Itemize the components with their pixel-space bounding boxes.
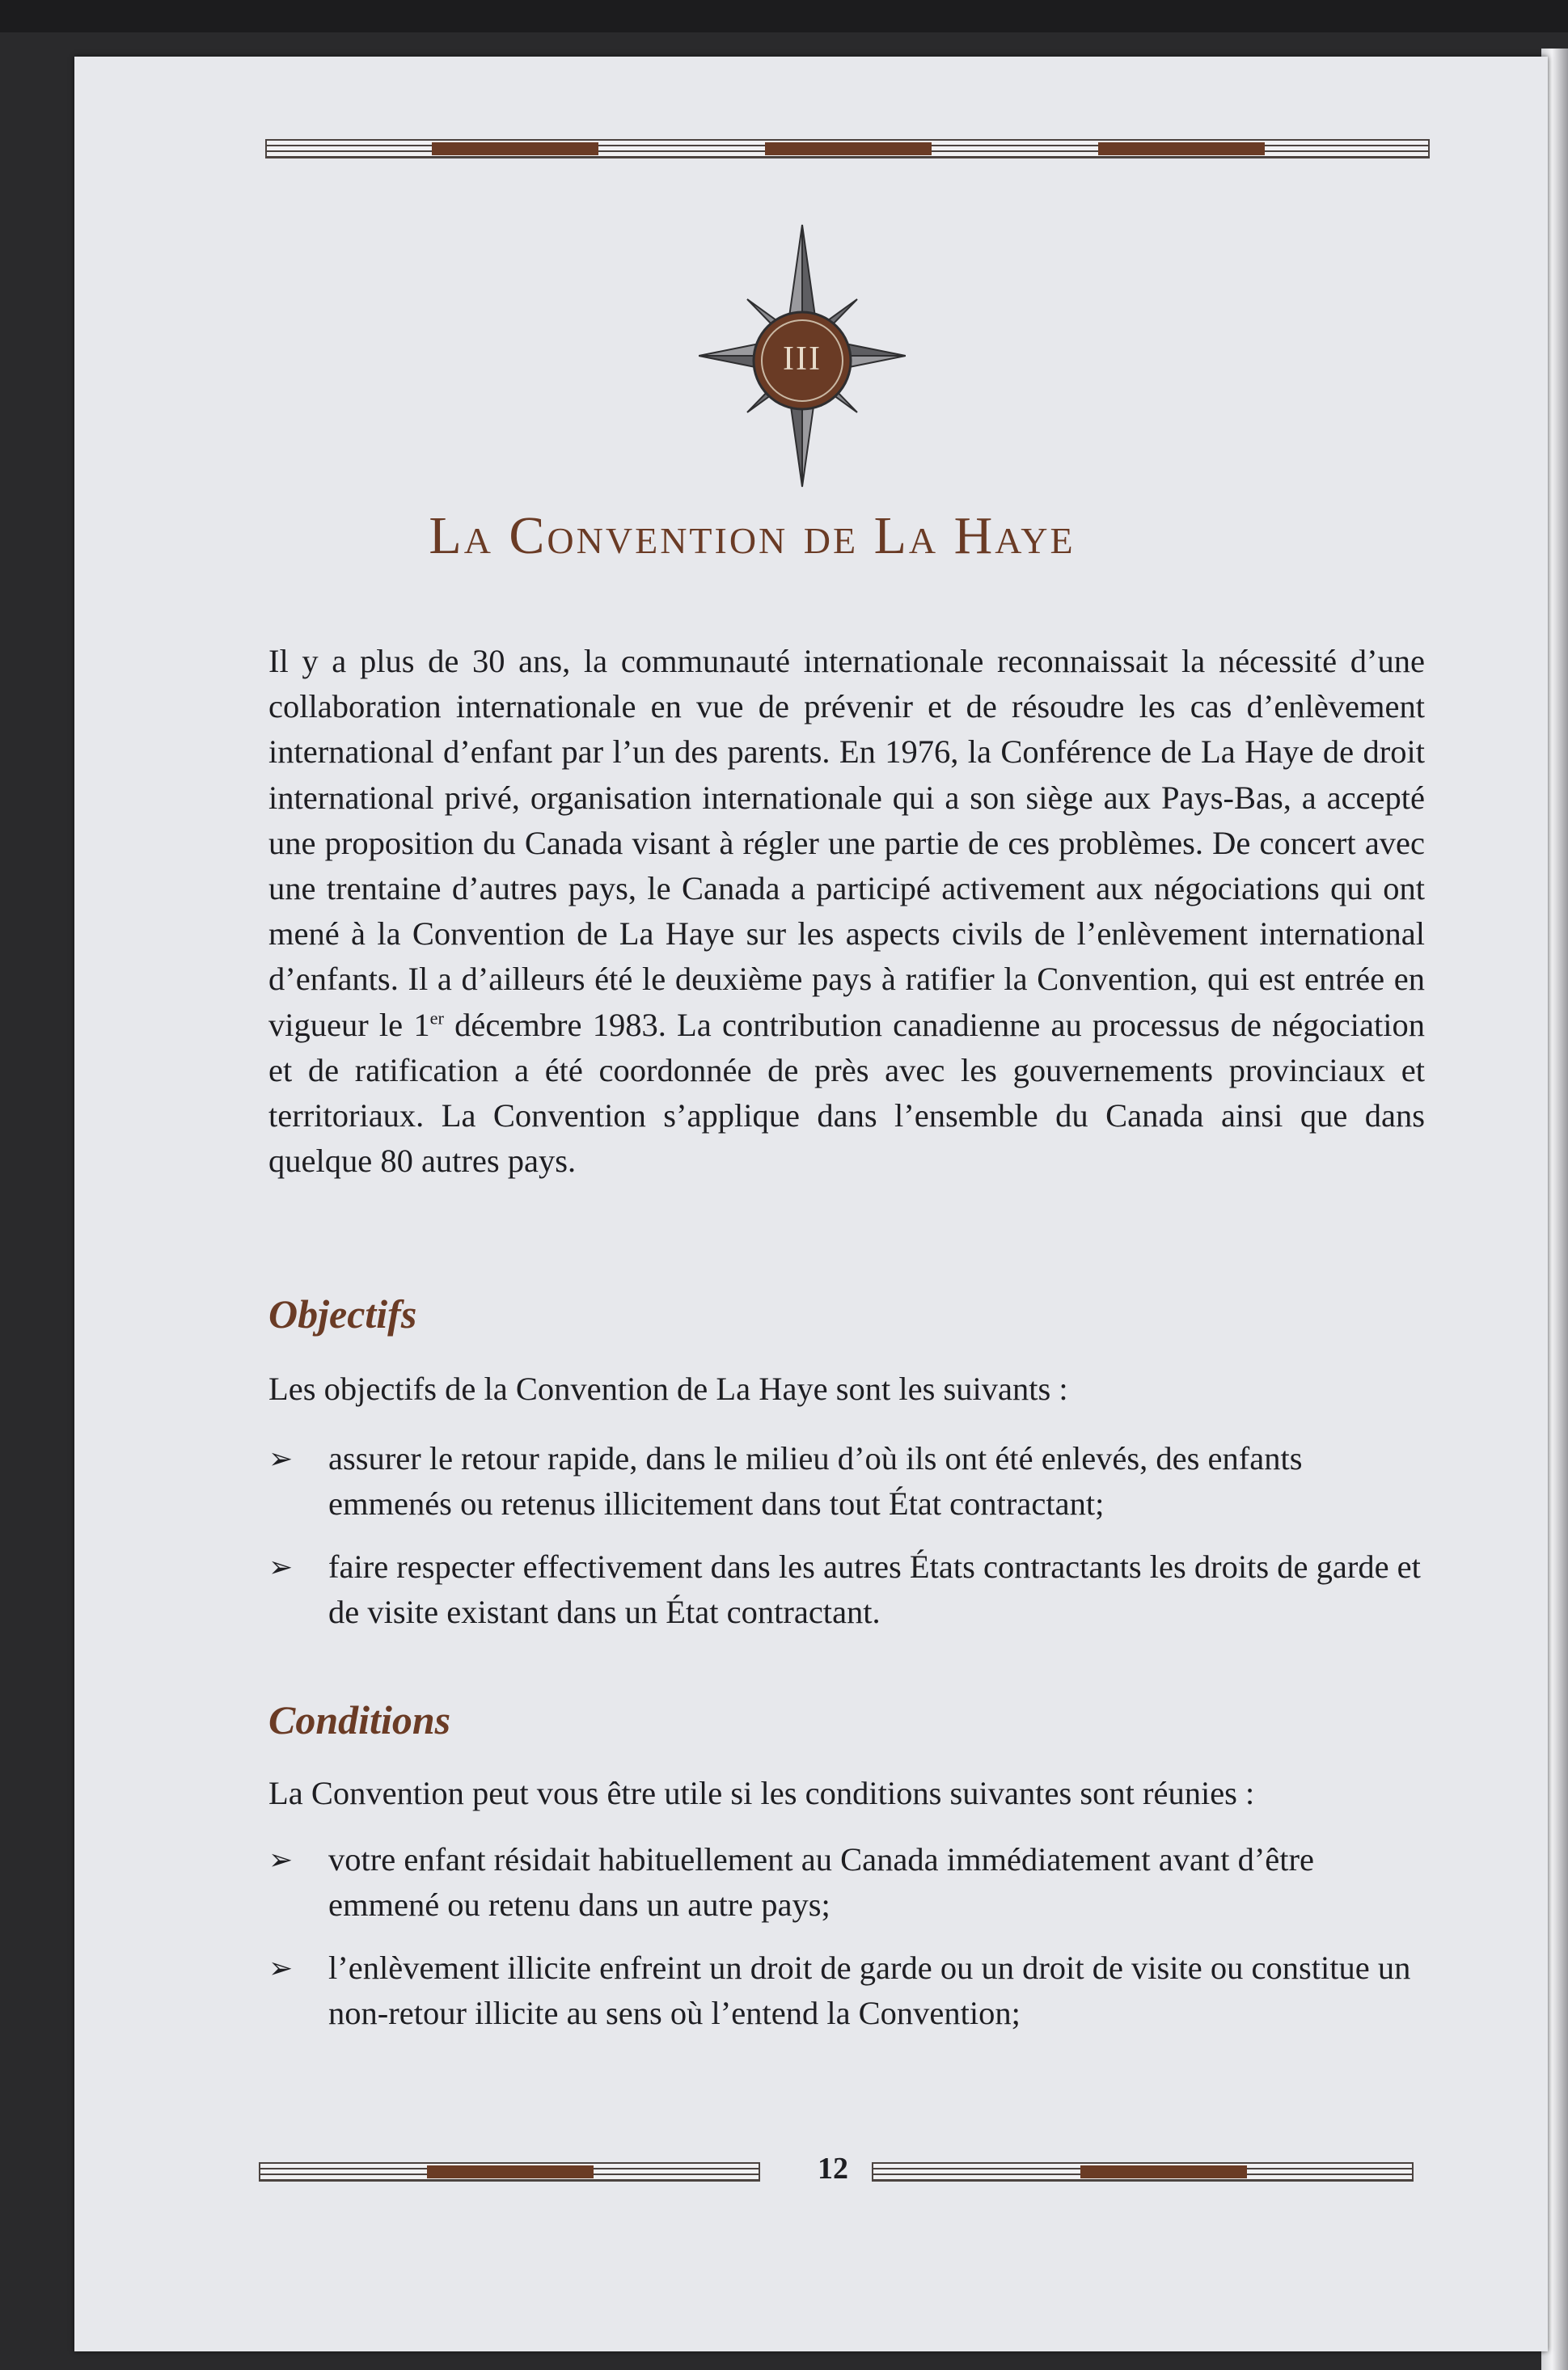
arrow-bullet-icon: ➢ bbox=[268, 1551, 294, 1583]
objectives-heading: Objectifs bbox=[268, 1291, 417, 1337]
chapter-number: III bbox=[783, 340, 822, 378]
list-item-text: assurer le retour rapide, dans le milieu d’où ils ont été enlevés, des enfants emmenés ou retenus illicitement dans tout État contractant; bbox=[328, 1440, 1303, 1523]
compass-rose-icon bbox=[699, 218, 906, 493]
conditions-heading: Conditions bbox=[268, 1697, 451, 1743]
objectives-list-item bbox=[268, 1436, 1425, 1527]
list-item-text: votre enfant résidait habituellement au Canada immédiatement avant d’être emmené ou retenu dans un autre pays; bbox=[328, 1841, 1314, 1924]
bottom-right-decorative-rule bbox=[872, 2162, 1414, 2182]
intro-text-part-2: décembre 1983. La contribution canadienne au processus de négociation et de ratification a été coordonnée de près avec les gouvernements provinciaux et territoriaux. La Convention s’applique dans l’ensemble du Canada ainsi que dans quelque 80 autres pays. bbox=[268, 1006, 1425, 1180]
conditions-intro: La Convention peut vous être utile si les conditions suivantes sont réunies : bbox=[268, 1775, 1255, 1811]
chapter-title: La Convention de La Haye bbox=[429, 506, 1076, 565]
intro-paragraph bbox=[268, 639, 1425, 1184]
page-number: 12 bbox=[818, 2152, 848, 2186]
bottom-left-decorative-rule bbox=[259, 2162, 760, 2182]
arrow-bullet-icon: ➢ bbox=[268, 1443, 294, 1475]
intro-superscript: er bbox=[429, 1008, 444, 1029]
photo-background-top bbox=[0, 0, 1568, 32]
list-item-text: l’enlèvement illicite enfreint un droit de garde ou un droit de visite ou constitue un non-retour illicite au sens où l’entend la Convention; bbox=[328, 1950, 1411, 2032]
arrow-bullet-icon: ➢ bbox=[268, 1844, 294, 1876]
intro-text-part-1: Il y a plus de 30 ans, la communauté internationale reconnaissait la nécessité d’une collaboration internationale en vue de prévenir et de résoudre les cas d’enlèvement international d’enfant par l’un des parents. En 1976, la Conférence de La Haye de droit international privé, organisation internationale qui a son siège aux Pays-Bas, a accepté une proposition du Canada visant à régler une partie de ces problèmes. De concert avec une trentaine d’autres pays, le Canada a participé activement aux négociations qui ont mené à la Convention de La Haye sur les aspects civils de l’enlèvement international d’enfants. Il a d’ailleurs été le deuxième pays à ratifier la Convention, qui est entrée en vigueur le 1 bbox=[268, 643, 1425, 1043]
top-decorative-rule bbox=[265, 139, 1430, 158]
objectives-list-item bbox=[268, 1544, 1425, 1635]
list-item-text: faire respecter effectivement dans les autres États contractants les droits de garde et de visite existant dans un État contractant. bbox=[328, 1548, 1421, 1631]
arrow-bullet-icon: ➢ bbox=[268, 1952, 294, 1984]
objectives-intro: Les objectifs de la Convention de La Haye sont les suivants : bbox=[268, 1371, 1068, 1407]
conditions-list-item bbox=[268, 1837, 1425, 1928]
conditions-list-item bbox=[268, 1945, 1425, 2036]
